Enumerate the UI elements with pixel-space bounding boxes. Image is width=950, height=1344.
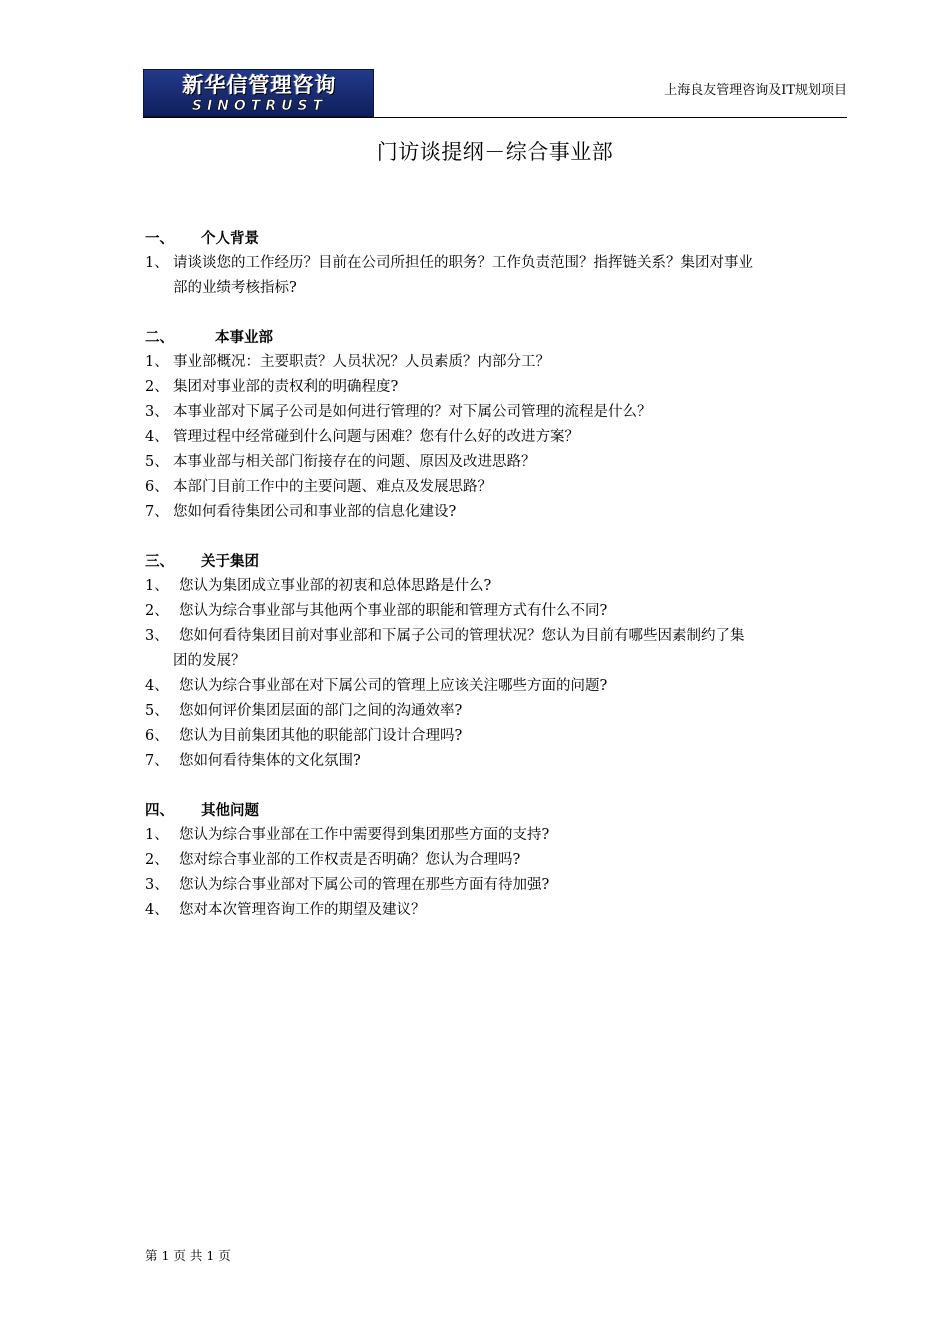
- section-number: 一、: [145, 230, 174, 247]
- section-title: 个人背景: [201, 230, 259, 247]
- item-text-continued: 团的发展？: [173, 653, 246, 669]
- list-item: [143, 624, 847, 674]
- item-number: 6、: [145, 728, 169, 744]
- item-number: 6、: [145, 479, 169, 495]
- list-item: [143, 599, 847, 624]
- item-text: 您对综合事业部的工作权责是否明确？您认为合理吗?: [179, 852, 521, 868]
- logo-chinese-text: 新华信管理咨询: [182, 73, 337, 97]
- section-heading: [143, 549, 847, 574]
- item-text: 您认为综合事业部对下属公司的管理在那些方面有待加强?: [179, 877, 550, 893]
- item-text: 您认为目前集团其他的职能部门设计合理吗?: [179, 728, 463, 744]
- item-text: 您如何看待集团公司和事业部的信息化建设?: [173, 504, 457, 520]
- item-number: 1、: [145, 827, 169, 843]
- item-number: 5、: [145, 703, 169, 719]
- list-item: [143, 873, 847, 898]
- section-business-unit: [143, 325, 847, 525]
- section-heading: [143, 798, 847, 823]
- item-text: 请谈谈您的工作经历？目前在公司所担任的职务？工作负责范围？指挥链关系？集团对事业: [173, 255, 753, 271]
- document-title: 门访谈提纲－综合事业部: [376, 140, 614, 164]
- section-heading: [143, 325, 847, 350]
- list-item: [143, 500, 847, 525]
- item-text: 您如何看待集团目前对事业部和下属子公司的管理状况？您认为目前有哪些因素制约了集: [179, 628, 745, 644]
- list-item: [143, 350, 847, 375]
- item-text: 本部门目前工作中的主要问题、难点及发展思路？: [173, 479, 492, 495]
- section-about-group: [143, 549, 847, 774]
- item-number: 2、: [145, 603, 169, 619]
- item-text: 您如何看待集体的文化氛围?: [179, 753, 361, 769]
- item-number: 1、: [145, 578, 169, 594]
- header-rule: [143, 117, 847, 118]
- list-item: [143, 251, 847, 301]
- list-item: [143, 898, 847, 923]
- list-item: [143, 674, 847, 699]
- item-text: 集团对事业部的责权利的明确程度?: [173, 379, 399, 395]
- section-number: 二、: [145, 329, 174, 346]
- item-text: 您认为综合事业部在对下属公司的管理上应该关注哪些方面的问题?: [179, 678, 608, 694]
- item-number: 3、: [145, 404, 169, 420]
- section-other-questions: [143, 798, 847, 923]
- section-number: 四、: [145, 802, 174, 819]
- logo-english-text: SINOTRUST: [191, 98, 328, 114]
- list-item: [143, 574, 847, 599]
- section-title: 本事业部: [215, 329, 273, 346]
- section-title: 关于集团: [201, 553, 259, 570]
- item-number: 2、: [145, 852, 169, 868]
- item-number: 1、: [145, 354, 169, 370]
- list-item: [143, 724, 847, 749]
- item-number: 4、: [145, 429, 169, 445]
- section-number: 三、: [145, 553, 174, 570]
- project-name: 上海良友管理咨询及IT规划项目: [664, 83, 847, 98]
- list-item: [143, 699, 847, 724]
- item-text: 您如何评价集团层面的部门之间的沟通效率?: [179, 703, 463, 719]
- list-item: [143, 848, 847, 873]
- list-item: [143, 475, 847, 500]
- item-number: 7、: [145, 504, 169, 520]
- section-personal-background: [143, 226, 847, 301]
- item-text-continued: 部的业绩考核指标?: [173, 280, 297, 296]
- item-text: 您认为集团成立事业部的初衷和总体思路是什么?: [179, 578, 492, 594]
- item-text: 管理过程中经常碰到什么问题与困难？您有什么好的改进方案？: [173, 429, 579, 445]
- item-number: 7、: [145, 753, 169, 769]
- list-item: [143, 425, 847, 450]
- section-title: 其他问题: [201, 802, 259, 819]
- sinotrust-logo: [143, 69, 374, 117]
- item-text: 您对本次管理咨询工作的期望及建议？: [179, 902, 426, 918]
- item-text: 本事业部与相关部门衔接存在的问题、原因及改进思路？: [173, 454, 536, 470]
- item-number: 3、: [145, 877, 169, 893]
- item-number: 1、: [145, 255, 169, 271]
- list-item: [143, 375, 847, 400]
- item-number: 3、: [145, 628, 169, 644]
- item-number: 4、: [145, 678, 169, 694]
- item-text: 事业部概况：主要职责？人员状况？人员素质？内部分工？: [173, 354, 550, 370]
- item-text: 您认为综合事业部与其他两个事业部的职能和管理方式有什么不同?: [179, 603, 608, 619]
- list-item: [143, 749, 847, 774]
- item-number: 4、: [145, 902, 169, 918]
- list-item: [143, 450, 847, 475]
- item-text: 您认为综合事业部在工作中需要得到集团那些方面的支持?: [179, 827, 550, 843]
- list-item: [143, 400, 847, 425]
- page-header: [143, 69, 847, 117]
- item-number: 2、: [145, 379, 169, 395]
- section-heading: [143, 226, 847, 251]
- list-item: [143, 823, 847, 848]
- item-text: 本事业部对下属子公司是如何进行管理的？对下属公司管理的流程是什么？: [173, 404, 652, 420]
- item-number: 5、: [145, 454, 169, 470]
- page-footer: 第 1 页 共 1 页: [145, 1248, 231, 1263]
